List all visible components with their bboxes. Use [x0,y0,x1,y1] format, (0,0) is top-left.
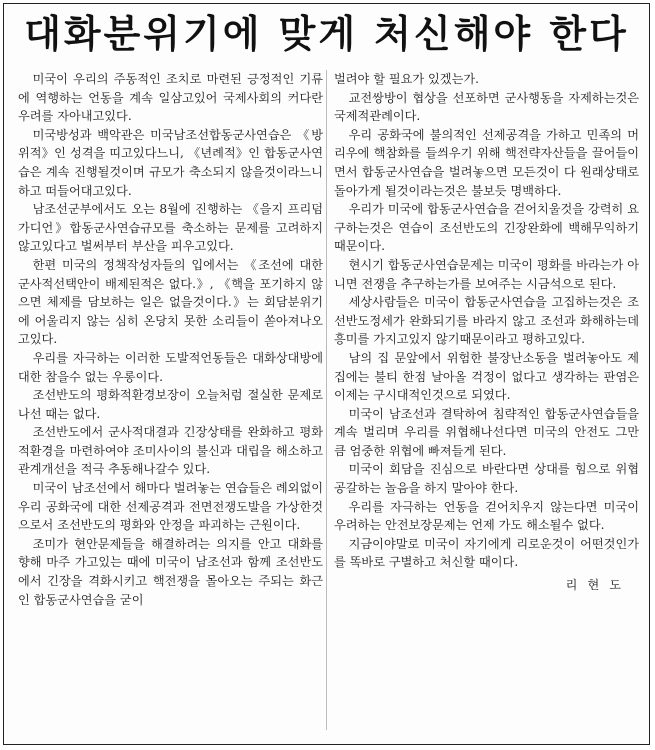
paragraph: 미국이 회담을 진심으로 바란다면 상대를 힘으로 위협공갈하는 놀음을 하지 말아야 한다. [334,462,639,496]
paragraph-continuation: 벌려야 할 필요가 있겠는가. [334,72,480,86]
paragraph: 조미가 현안문제들을 해결하려는 의지를 안고 대화를 향해 마주 가고있는 때에 미국이 남조선과 함께 조선반도에서 긴장을 격화시키고 핵전쟁을 몰아오는 주되는 화근인 합동군사연습을 굳이 [18,536,323,607]
article-column-left [18,70,323,609]
paragraph: 우리가 미국에 합동군사연습을 걷어치울것을 강력히 요구하는것은 연습이 조선반도의 긴장완화에 백해무익하기때문이다. [334,202,639,254]
paragraph: 남조선군부에서도 오는 8월에 진행하는 《을지 프리덤 가디언》합동군사연습규모를 축소하는 문제를 고려하지 않고있다고 벌써부터 부산을 피우고있다. [18,202,323,254]
paragraph: 미국방성과 백악관은 미국남조선합동군사연습은 《방위적》인 성격을 띠고있다느니, 《년례적》인 합동군사연습은 계속 진행될것이며 규모가 축소되지 않을것이라느니 하고 떠들어대고있다. [18,127,323,198]
paragraph: 우리를 자극하는 이러한 도발적언동들은 대화상대방에 대한 참을수 없는 우롱이다. [18,350,323,384]
paragraph: 지금이야말로 미국이 자기에게 리로운것이 어떤것인가를 똑바로 구별하고 처신할 때이다. [334,536,639,570]
paragraph: 조선반도의 평화적환경보장이 오늘처럼 절실한 문제로 나선 때는 없다. [18,388,323,421]
paragraph: 남의 집 문앞에서 위험한 불장난소동을 벌려놓아도 제 집에는 불티 한점 날아올 걱정이 없다고 생각하는 판염은 이제는 구시대적인것으로 되였다. [334,350,639,403]
article-headline: 대화분위기에 맞게 처신해야 한다 [24,12,629,56]
paragraph: 한편 미국의 정책작성자들의 입에서는 《조선에 대한 군사적선택안이 배제된적은 없다.》, 《핵을 포기하지 않으면 체제를 담보하는 일은 없을것이다.》는 회담분위기에 어울리지 않는 심히 온당치 못한 소리들이 쏟아져나오고있다. [18,257,323,347]
paragraph: 조선반도에서 군사적대결과 긴장상태를 완화하고 평화적환경을 마련하여야 조미사이의 불신과 대립을 해소하고 관계개선을 적극 추동해나갈수 있다. [18,425,323,477]
author-byline: 리현도 [565,578,631,593]
paragraph: 우리를 자극하는 언동을 걷어치우지 않는다면 미국이 우려하는 안전보장문제는 언제 가도 해소될수 없다. [334,499,639,533]
paragraph: 미국이 남조선과 결탁하여 침략적인 합동군사연습들을 계속 벌리며 우리를 위협해나선다면 미국의 안전도 그만큼 엄중한 위협에 빠져들게 된다. [334,406,639,458]
paragraph: 미국이 남조선에서 해마다 벌려놓는 연습들은 례외없이 우리 공화국에 대한 선제공격과 전면전쟁도발을 가상한것으로서 조선반도의 평화와 안정을 파괴하는 근원이다. [18,481,323,533]
newspaper-page [3,3,650,745]
paragraph: 세상사람들은 미국이 합동군사연습을 고집하는것은 조선반도정세가 완화되기를 바라지 않고 조선과 화해하는데 흥미를 가지고있지 않기때문이라고 평하고있다. [334,295,639,347]
column-divider [326,70,327,730]
paragraph: 현시기 합동군사연습문제는 미국이 평화를 바라는가 아니면 전쟁을 추구하는가를 보여주는 시금석으로 된다. [334,257,639,291]
paragraph: 미국이 우리의 주동적인 조치로 마련된 긍정적인 기류에 역행하는 언동을 계속 일삼고있어 국제사회의 커다란 우려를 자아내고있다. [18,72,323,124]
article-column-right [334,70,639,595]
paragraph: 교전쌍방이 협상을 선포하면 군사행동을 자제하는것은 국제적관례이다. [334,90,639,124]
paragraph: 우리 공화국에 불의적인 선제공격을 가하고 민족의 머리우에 핵참화를 들씌우기 위해 핵전략자산들을 끌어들이면서 합동군사연습을 벌려놓으면 모든것이 다 원래상태로 돌아가게 될것이라는것은 불보듯 명백하다. [334,127,639,198]
